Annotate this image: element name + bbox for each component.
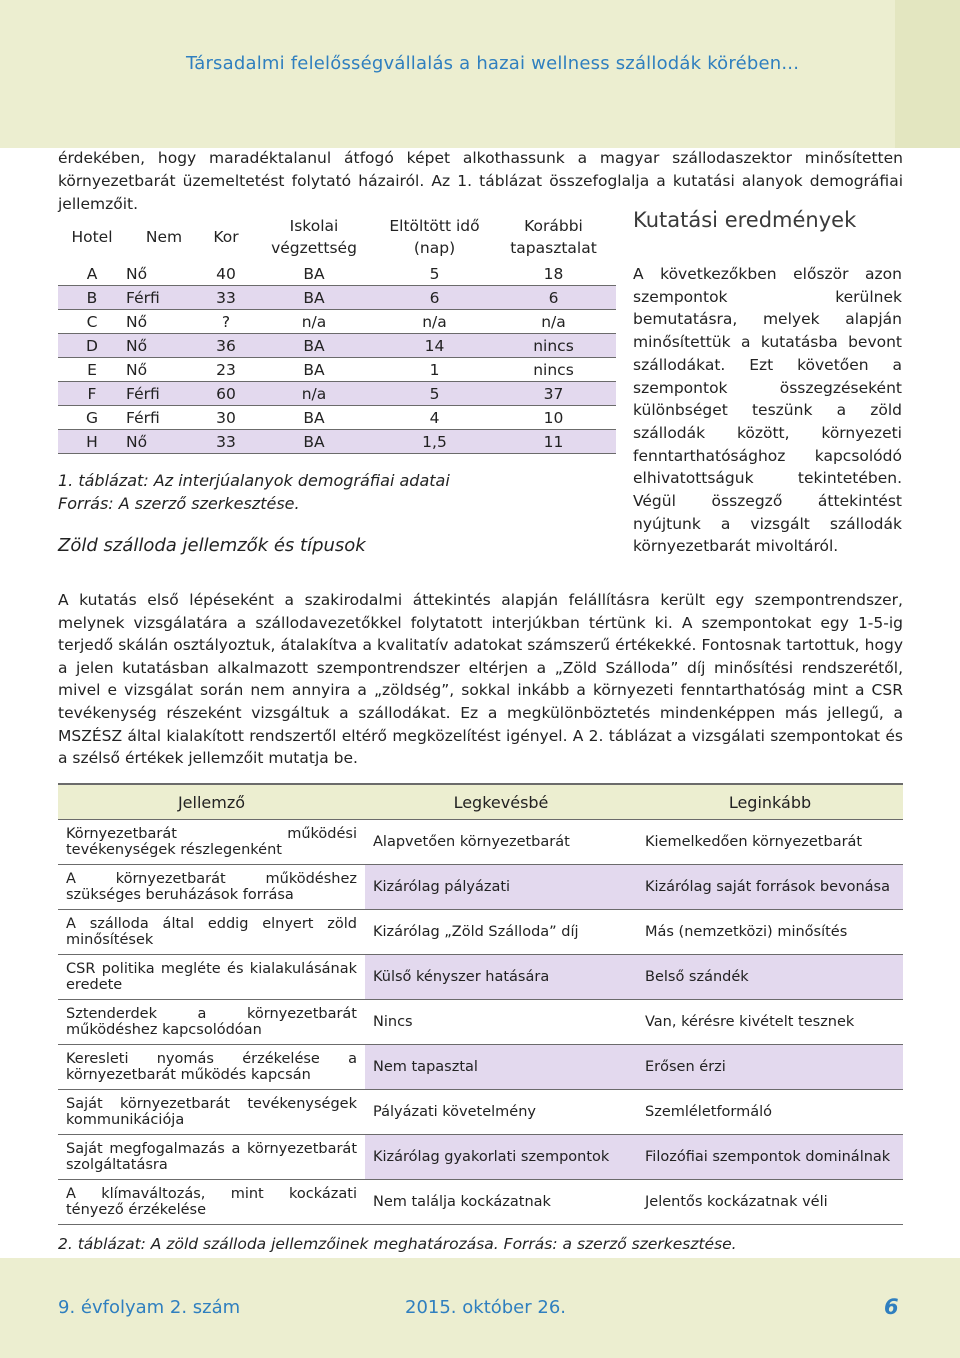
table-row bbox=[58, 358, 616, 382]
col-header: Legkevésbé bbox=[365, 784, 637, 820]
table-cell: G bbox=[58, 406, 126, 430]
table-header-row bbox=[58, 212, 616, 262]
table-cell: B bbox=[58, 286, 126, 310]
table-cell: BA bbox=[250, 358, 378, 382]
table-cell: Nő bbox=[126, 310, 202, 334]
table-cell: H bbox=[58, 430, 126, 454]
table-cell: Férfi bbox=[126, 382, 202, 406]
table-cell: Belső szándék bbox=[637, 955, 903, 1000]
table-cell: 1,5 bbox=[378, 430, 491, 454]
table-cell: A szálloda által eddig elnyert zöld minősítések bbox=[58, 910, 365, 955]
table-cell: 40 bbox=[202, 262, 250, 286]
table-row bbox=[58, 334, 616, 358]
table-row bbox=[58, 820, 903, 865]
table-cell: 30 bbox=[202, 406, 250, 430]
col-header: Korábbi tapasztalat bbox=[510, 217, 597, 257]
table-row bbox=[58, 1090, 903, 1135]
table-cell: 23 bbox=[202, 358, 250, 382]
criteria-table bbox=[58, 783, 903, 1225]
caption-line: 1. táblázat: Az interjúalanyok demográfiai adatai bbox=[58, 471, 450, 490]
table-cell: Nő bbox=[126, 334, 202, 358]
table-cell: ? bbox=[202, 310, 250, 334]
table-cell: Saját megfogalmazás a környezetbarát szolgáltatásra bbox=[58, 1135, 365, 1180]
table-row bbox=[58, 910, 903, 955]
table-cell: Külső kényszer hatására bbox=[365, 955, 637, 1000]
table-cell: Pályázati követelmény bbox=[365, 1090, 637, 1135]
table-cell: 37 bbox=[491, 382, 616, 406]
table-cell: BA bbox=[250, 406, 378, 430]
table-cell: Kizárólag pályázati bbox=[365, 865, 637, 910]
table-cell: 18 bbox=[491, 262, 616, 286]
table-cell: Férfi bbox=[126, 286, 202, 310]
table-cell: BA bbox=[250, 334, 378, 358]
running-title: Társadalmi felelősségvállalás a hazai wellness szállodák körében... bbox=[186, 53, 800, 74]
table-row bbox=[58, 865, 903, 910]
table-cell: 4 bbox=[378, 406, 491, 430]
table-cell: Környezetbarát működési tevékenységek részlegenként bbox=[58, 820, 365, 865]
body-paragraph: A kutatás első lépéseként a szakirodalmi áttekintés alapján felállításra került egy szempontrendszer, melynek vizsgálatára a szállodavezetőkkel folytatott interjúkban tértünk ki. A szempontokat egy 1-5-ig terjedő skálán osztályoztuk, átalakítva a kvalitatív adatokat számszerű értékekké. Fontosnak tartottuk, hogy a jelen kutatásban alkalmazott szempontrendszer eltérjen a „Zöld Szálloda” díj minősítési rendszerétől, mivel e vizsgálat során nem annyira a „zöldség”, sokkal inkább a környezeti fenntarthatóság mint a CSR tevékenység részeként vizsgáltuk a szállodákat. Ez a megkülönböztetés mindenképpen más jellegű, a MSZÉSZ által kialakított rendszertől eltérő megközelítést igényel. A 2. táblázat a vizsgálati szempontokat és a szélső értékek jellemzőit mutatja be. bbox=[58, 591, 903, 768]
table-cell: Sztenderdek a környezetbarát működéshez kapcsolódóan bbox=[58, 1000, 365, 1045]
table-cell: Kizárólag gyakorlati szempontok bbox=[365, 1135, 637, 1180]
intro-paragraph: érdekében, hogy maradéktalanul átfogó képet alkothassunk a magyar szállodaszektor minősítetten környezetbarát üzemeltetést folytató házairól. Az 1. táblázat összefoglalja a kutatási alanyok demográfiai jellemzőit. bbox=[58, 149, 903, 213]
col-header: Nem bbox=[145, 228, 183, 246]
table-cell: BA bbox=[250, 262, 378, 286]
table-cell: CSR politika megléte és kialakulásának eredete bbox=[58, 955, 365, 1000]
table-row bbox=[58, 406, 616, 430]
table-cell: A klímaváltozás, mint kockázati tényező érzékelése bbox=[58, 1180, 365, 1225]
table-cell: Keresleti nyomás érzékelése a környezetbarát működés kapcsán bbox=[58, 1045, 365, 1090]
table-cell: n/a bbox=[491, 310, 616, 334]
table-row bbox=[58, 1000, 903, 1045]
col-header: Hotel bbox=[71, 228, 113, 246]
table-cell: Nő bbox=[126, 430, 202, 454]
table-cell: 5 bbox=[378, 382, 491, 406]
table-cell: 5 bbox=[378, 262, 491, 286]
table-cell: Saját környezetbarát tevékenységek kommunikációja bbox=[58, 1090, 365, 1135]
table-cell: A környezetbarát működéshez szükséges beruházások forrása bbox=[58, 865, 365, 910]
table-cell: Jelentős kockázatnak véli bbox=[637, 1180, 903, 1225]
table-cell: 6 bbox=[378, 286, 491, 310]
table-cell: 33 bbox=[202, 430, 250, 454]
table-cell: Más (nemzetközi) minősítés bbox=[637, 910, 903, 955]
page-number: 6 bbox=[884, 1295, 899, 1319]
table-cell: A bbox=[58, 262, 126, 286]
table-cell: 60 bbox=[202, 382, 250, 406]
sidebar-text: A következőkben először azon szempontok kerülnek bemutatásra, melyek alapján minősítettük a kutatásba bevont szállodákat. Ezt követően a szempontok összegzéseként különbséget teszünk a zöld szállodák között, környezeti fenntarthatósághoz kapcsolódó elhivatottságuk tekintetében. Végül összegző áttekintést nyújtunk a vizsgált szállodák környezetbarát mivoltáról. bbox=[633, 265, 902, 556]
table-row bbox=[58, 382, 616, 406]
table-cell: Nem találja kockázatnak bbox=[365, 1180, 637, 1225]
table-cell: Erősen érzi bbox=[637, 1045, 903, 1090]
table-cell: nincs bbox=[491, 358, 616, 382]
table-cell: n/a bbox=[250, 310, 378, 334]
table-row bbox=[58, 1135, 903, 1180]
table-row bbox=[58, 430, 616, 454]
table-cell: 11 bbox=[491, 430, 616, 454]
table-cell: 36 bbox=[202, 334, 250, 358]
table-cell: E bbox=[58, 358, 126, 382]
table-header-row bbox=[58, 784, 903, 820]
table-cell: Alapvetően környezetbarát bbox=[365, 820, 637, 865]
table-cell: 14 bbox=[378, 334, 491, 358]
footer-date: 2015. október 26. bbox=[405, 1297, 567, 1318]
table-cell: Kizárólag saját források bevonása bbox=[637, 865, 903, 910]
table-cell: Szemléletformáló bbox=[637, 1090, 903, 1135]
table-cell: Nő bbox=[126, 358, 202, 382]
table-row bbox=[58, 1045, 903, 1090]
table-cell: BA bbox=[250, 286, 378, 310]
col-header: Eltöltött idő (nap) bbox=[389, 217, 480, 257]
section-heading: Zöld szálloda jellemzők és típusok bbox=[58, 535, 366, 556]
table2-caption: 2. táblázat: A zöld szálloda jellemzőinek meghatározása. Forrás: a szerző szerkesztése. bbox=[58, 1235, 737, 1253]
table-cell: Kiemelkedően környezetbarát bbox=[637, 820, 903, 865]
table-row bbox=[58, 286, 616, 310]
table-cell: Van, kérésre kivételt tesznek bbox=[637, 1000, 903, 1045]
table-row bbox=[58, 1180, 903, 1225]
table-cell: C bbox=[58, 310, 126, 334]
table-cell: Filozófiai szempontok dominálnak bbox=[637, 1135, 903, 1180]
sidebar-title: Kutatási eredmények bbox=[633, 208, 857, 232]
table-cell: Kizárólag „Zöld Szálloda” díj bbox=[365, 910, 637, 955]
table-row bbox=[58, 955, 903, 1000]
table-cell: Férfi bbox=[126, 406, 202, 430]
table-row bbox=[58, 262, 616, 286]
demographics-table bbox=[58, 212, 616, 454]
table-row bbox=[58, 310, 616, 334]
table-cell: 10 bbox=[491, 406, 616, 430]
table-cell: D bbox=[58, 334, 126, 358]
col-header: Iskolai végzettség bbox=[271, 217, 357, 257]
table1-caption bbox=[58, 469, 450, 515]
header-band bbox=[0, 0, 960, 148]
header-accent bbox=[895, 0, 960, 148]
footer-volume: 9. évfolyam 2. szám bbox=[58, 1297, 241, 1318]
table-cell: 33 bbox=[202, 286, 250, 310]
table-cell: n/a bbox=[250, 382, 378, 406]
col-header: Leginkább bbox=[637, 784, 903, 820]
table-cell: nincs bbox=[491, 334, 616, 358]
table-cell: 1 bbox=[378, 358, 491, 382]
table-cell: 6 bbox=[491, 286, 616, 310]
table-cell: Nem tapasztal bbox=[365, 1045, 637, 1090]
table-cell: Nincs bbox=[365, 1000, 637, 1045]
table-cell: Nő bbox=[126, 262, 202, 286]
col-header: Kor bbox=[213, 228, 239, 246]
table-cell: n/a bbox=[378, 310, 491, 334]
table-cell: F bbox=[58, 382, 126, 406]
col-header: Jellemző bbox=[58, 784, 365, 820]
table-cell: BA bbox=[250, 430, 378, 454]
caption-source: Forrás: A szerző szerkesztése. bbox=[58, 494, 300, 513]
